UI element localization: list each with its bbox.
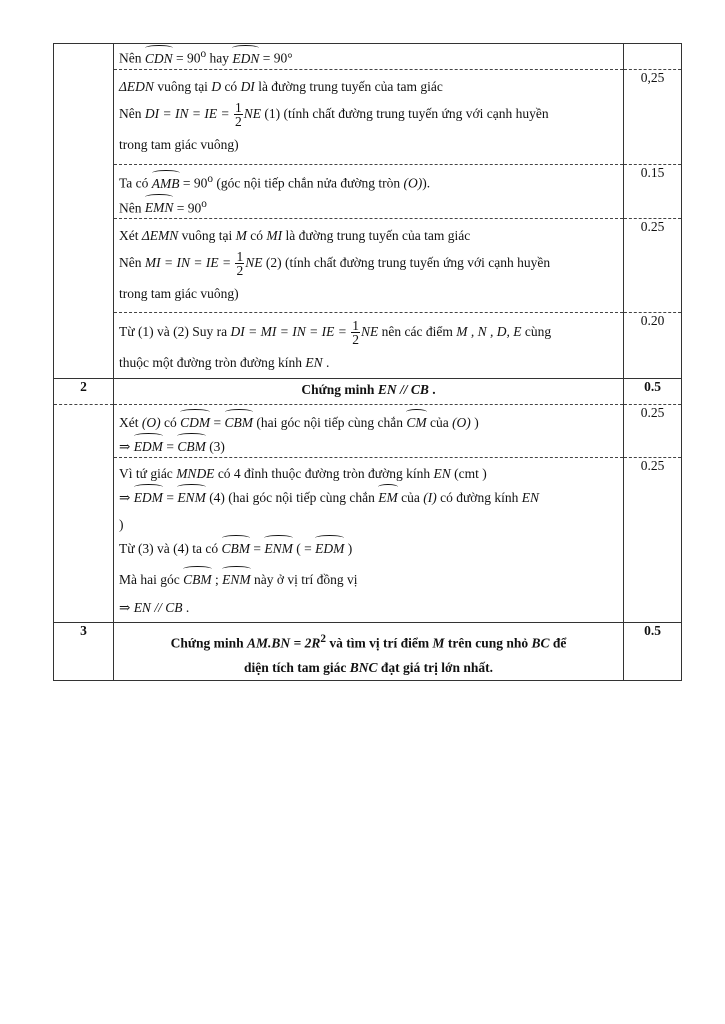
math-expression: BNC — [349, 659, 378, 675]
content-line: Nên CDN = $90^o$ hay EDN = 90° — [119, 44, 618, 69]
superscript: o — [200, 48, 207, 60]
math-expression: EN — [433, 466, 451, 481]
angle-arc-symbol: CDM — [180, 409, 210, 433]
angle-arc-symbol: AMB — [152, 170, 180, 194]
math-expression: (O) — [141, 415, 161, 430]
part-heading: Chứng minh $AM.BN = 2R^2$ và tìm vị trí điểm M trên cung nhỏ BC để — [170, 633, 567, 651]
content-cell — [114, 405, 624, 458]
angle-arc-symbol: EDM — [315, 535, 344, 559]
fraction-denominator: 2 — [352, 332, 359, 348]
content-line: Từ (1) và (2) Suy ra DI = MI = IN = IE = $\frac{1}{2}$ NE nên các điểm M , N , D, E cùng — [119, 318, 552, 348]
fraction-denominator: 2 — [234, 114, 242, 130]
table-row — [54, 379, 682, 405]
angle-arc-symbol: ENM — [222, 566, 251, 590]
content-line: ) — [119, 517, 124, 532]
math-expression: M , N , D, E — [456, 324, 522, 339]
fraction — [235, 250, 244, 277]
score-cell — [624, 44, 682, 70]
superscript: o — [207, 173, 214, 185]
math-expression: DI = IN = IE = — [144, 106, 233, 121]
math-expression: ΔEMN — [141, 228, 179, 243]
math-expression: AM.BN = 2R — [247, 635, 321, 651]
angle-arc-symbol: CBM — [222, 535, 251, 559]
superscript: 2 — [320, 633, 326, 645]
angle-arc-symbol: EM — [378, 484, 398, 508]
content-line: Vì tứ giác MNDE có 4 đỉnh thuộc đường tròn đường kính EN (cmt ) — [119, 466, 487, 481]
score-cell: 0.15 — [624, 165, 682, 219]
fraction — [351, 319, 360, 346]
score-cell: 0,25 — [624, 70, 682, 165]
math-expression: EN — [521, 490, 539, 505]
content-line: thuộc một đường tròn đường kính EN . — [119, 355, 330, 370]
content-cell — [114, 458, 624, 623]
content-line: Nên EMN = $90^o$ — [119, 194, 618, 219]
score-cell: 0.20 — [624, 313, 682, 379]
part-number-cell — [54, 405, 114, 623]
angle-arc-symbol: CBM — [225, 409, 254, 433]
fraction-numerator: 1 — [236, 249, 244, 265]
content-line: trong tam giác vuông) — [119, 286, 239, 301]
content-cell — [114, 313, 624, 379]
content-line: Nên DI = IN = IE = $\frac{1}{2}$ NE (1) (tính chất đường trung tuyến ứng với cạnh huyền — [119, 100, 549, 130]
part-number-cell — [54, 44, 114, 379]
score-cell: 0.5 — [624, 379, 682, 405]
table-row — [54, 458, 682, 623]
content-line: Ta có AMB = $90^o$ (góc nội tiếp chắn nửa đường tròn (O)). — [119, 169, 618, 194]
part-number-cell: 2 — [54, 379, 114, 405]
angle-arc-symbol: EMN — [145, 194, 174, 218]
score-cell: 0.5 — [624, 623, 682, 681]
math-expression: NE — [243, 106, 261, 121]
content-line: Xét ΔEMN vuông tại M có MI là đường trung tuyến của tam giác — [119, 228, 471, 243]
content-line: ΔEDN vuông tại D có DI là đường trung tuyến của tam giác — [119, 79, 443, 94]
content-cell — [114, 219, 624, 313]
angle-arc-symbol: EDM — [134, 484, 163, 508]
math-expression: EN // CB — [377, 382, 429, 397]
grading-table — [53, 43, 682, 681]
content-line: Nên MI = IN = IE = $\frac{1}{2}$ NE (2) (tính chất đường trung tuyến ứng với cạnh huyền — [119, 249, 551, 279]
table-row — [54, 623, 682, 681]
angle-arc-symbol: CBM — [183, 566, 212, 590]
math-expression: DI — [240, 79, 255, 94]
angle-arc-symbol: ENM — [264, 535, 293, 559]
content-cell — [114, 379, 624, 405]
math-expression: M — [235, 228, 247, 243]
content-line: ⇒ EN // CB . — [119, 600, 190, 615]
math-expression: M — [432, 635, 445, 651]
score-cell: 0.25 — [624, 458, 682, 623]
angle-arc-symbol: EDN — [232, 45, 259, 69]
math-expression: D — [211, 79, 222, 94]
table-row — [54, 165, 682, 219]
math-expression: (O) — [452, 415, 471, 430]
math-expression: (O) — [403, 175, 423, 191]
content-line: ⇒ EDM = CBM (3) — [119, 433, 618, 457]
fraction-numerator: 1 — [352, 318, 359, 334]
math-expression: MI — [266, 228, 283, 243]
content-line: Mà hai góc CBM ; ENM này ở vị trí đồng vị — [119, 566, 618, 590]
content-line: Xét (O) có CDM = CBM (hai góc nội tiếp cùng chắn CM của (O) ) — [119, 409, 618, 433]
content-cell — [114, 165, 624, 219]
superscript: o — [201, 197, 207, 210]
content-line: trong tam giác vuông) — [119, 137, 239, 152]
math-expression: MNDE — [176, 466, 215, 481]
part-heading: diện tích tam giác BNC đạt giá trị lớn nhất. — [243, 659, 493, 675]
part-heading: Chứng minh EN // CB . — [301, 382, 436, 397]
math-expression: NE — [360, 324, 379, 339]
angle-arc-symbol: EDM — [134, 433, 163, 457]
fraction-numerator: 1 — [234, 100, 242, 116]
angle-arc-symbol: CM — [406, 409, 426, 433]
math-expression: EN — [305, 355, 323, 370]
angle-arc-symbol: ENM — [177, 484, 206, 508]
math-expression: BC — [531, 635, 550, 651]
content-line: ⇒ EDM = ENM (4) (hai góc nội tiếp cùng chắn EM của (I) có đường kính EN — [119, 484, 618, 508]
content-cell — [114, 623, 624, 681]
score-cell: 0.25 — [624, 219, 682, 313]
math-expression: EN // CB — [133, 600, 183, 615]
score-cell: 0.25 — [624, 405, 682, 458]
math-expression: (I) — [423, 490, 437, 505]
content-line: Từ (3) và (4) ta có CBM = ENM ( = EDM ) — [119, 535, 618, 559]
table-row — [54, 70, 682, 165]
table-row — [54, 219, 682, 313]
angle-arc-symbol: CBM — [177, 433, 206, 457]
table-row — [54, 405, 682, 458]
part-number-cell: 3 — [54, 623, 114, 681]
angle-arc-symbol: CDN — [145, 45, 173, 69]
content-cell — [114, 44, 624, 70]
math-expression: ΔEDN — [119, 79, 154, 94]
table-row — [54, 313, 682, 379]
math-expression: MI = IN = IE = — [144, 255, 235, 270]
content-cell — [114, 70, 624, 165]
math-expression: DI = MI = IN = IE = — [230, 324, 351, 339]
math-expression: NE — [245, 255, 263, 270]
fraction — [234, 101, 243, 128]
table-row — [54, 44, 682, 70]
fraction-denominator: 2 — [236, 263, 244, 279]
